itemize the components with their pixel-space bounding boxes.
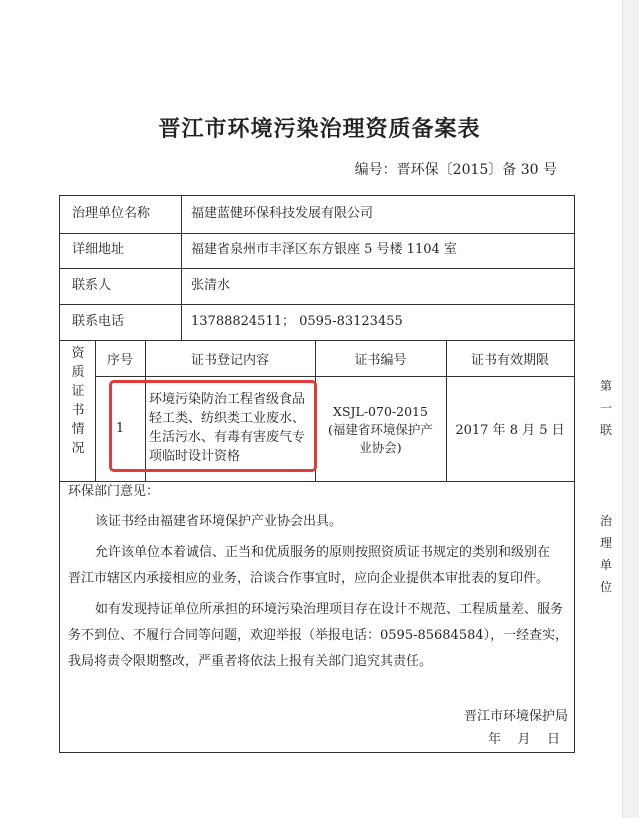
row-divider (60, 304, 574, 305)
cert-index: 1 (115, 421, 125, 436)
unit-name-value: 福建蓝健环保科技发展有限公司 (191, 206, 374, 221)
header-validity: 证书有效期限 (470, 352, 549, 368)
opinion-label: 环保部门意见： (68, 484, 160, 499)
cert-validity: 2017 年 8 月 5 日 (455, 423, 565, 438)
phone-label: 联系电话 (72, 314, 125, 329)
opinion-line: 务不到位、不履行合同等问题，欢迎举报（举报电话：0595-85684584），一经查实， (68, 628, 569, 643)
header-cert-no: 证书编号 (354, 352, 407, 368)
copy-number-label: 第 一 联 (599, 379, 612, 437)
header-content: 证书登记内容 (190, 352, 269, 368)
cert-content: 环境污染防治工程省级食品 轻工类、纺织类工业废水、 生活污水、有毒有害废气专 项临时设计资格 (149, 392, 306, 464)
page-title: 晋江市环境污染治理资质备案表 (158, 117, 481, 142)
address-label: 详细地址 (72, 242, 125, 257)
signature: 晋江市环境保护局 (464, 709, 569, 724)
unit-name-label: 治理单位名称 (72, 206, 151, 221)
contact-label: 联系人 (72, 278, 112, 293)
filing-form-table (59, 195, 575, 753)
date-line: 年 月 日 (488, 732, 561, 747)
opinion-line: 如有发现持证单位所承担的环境污染治理项目存在设计不规范、工程质量差、服务 (95, 602, 564, 617)
row-divider (60, 268, 574, 269)
opinion-line: 我局将责令限期整改，严重者将依法上报有关部门追究其责任。 (68, 654, 433, 669)
phone-value: 13788824511； 0595-83123455 (191, 314, 403, 329)
copy-recipient-label: 治 理 单 位 (599, 514, 612, 594)
column-divider (181, 196, 182, 340)
opinion-line: 允许该单位本着诚信、正当和优质服务的原则按照资质证书规定的类别和级别在 (95, 545, 551, 560)
address-value: 福建省泉州市丰泽区东方银座 5 号楼 1104 室 (191, 242, 457, 257)
opinion-line: 晋江市辖区内承接相应的业务，洽谈合作事宜时，应向企业提供本审批表的复印件。 (68, 571, 550, 586)
row-divider (60, 233, 574, 234)
header-index: 序号 (106, 352, 133, 368)
highlight-box (109, 380, 317, 472)
document-number: 编号：晋环保〔2015〕备 30 号 (354, 162, 557, 178)
cert-section-label: 资 质 证 书 情 况 (71, 346, 85, 456)
cert-number: XSJL-070-2015 (福建省环境保护产 业协会) (328, 404, 433, 455)
opinion-line: 该证书经由福建省环境保护产业协会出具。 (95, 514, 343, 529)
row-divider (60, 481, 574, 482)
contact-value: 张清水 (191, 278, 231, 293)
